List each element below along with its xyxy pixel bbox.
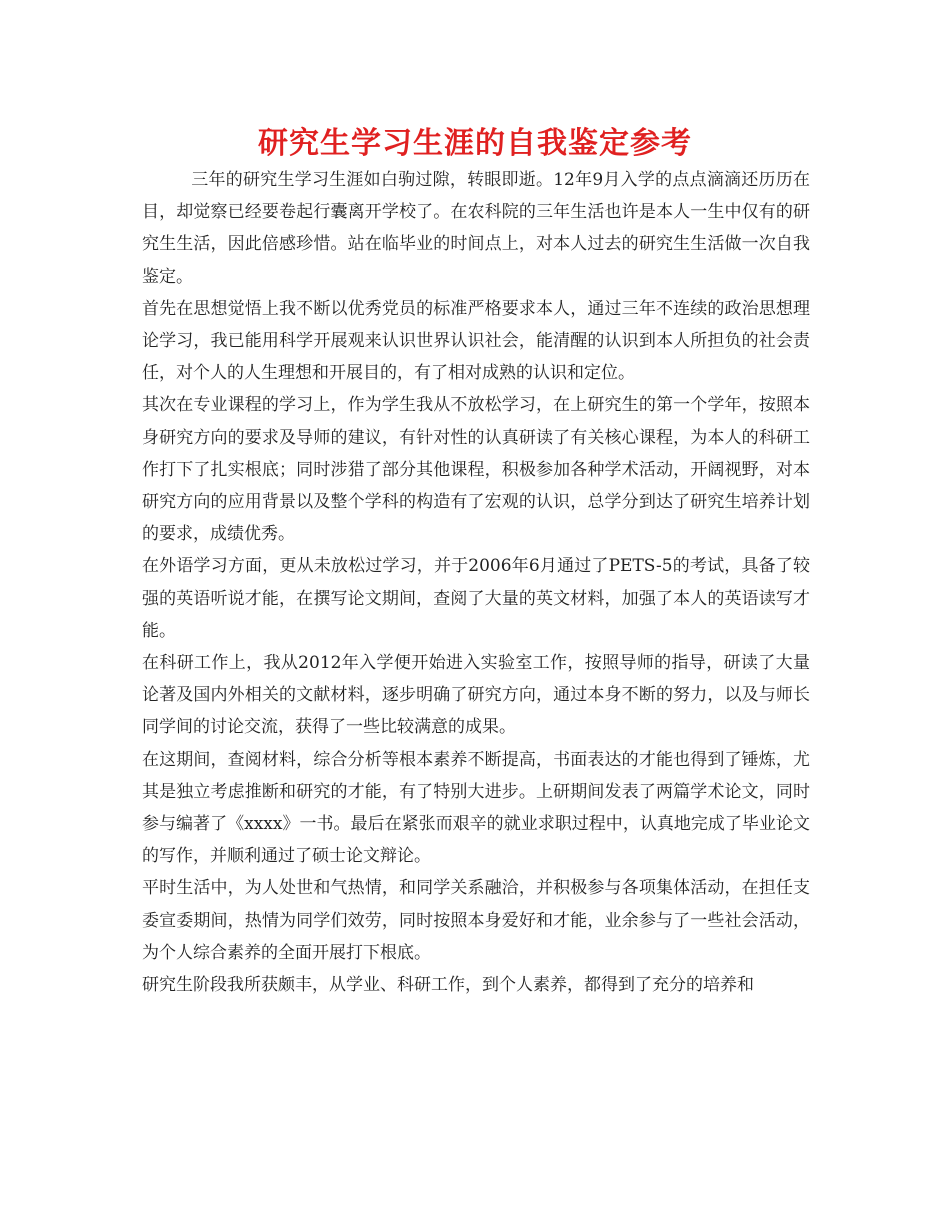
document-body: [142, 164, 810, 1001]
paragraph-coursework: 其次在专业课程的学习上，作为学生我从不放松学习，在上研究生的第一个学年，按照本身研究方向的要求及导师的建议，有针对性的认真研读了有关核心课程，为本人的科研工作打下了扎实根底；同时涉猎了部分其他课程，积极参加各种学术活动，开阔视野，对本研究方向的应用背景以及整个学科的构造有了宏观的认识，总学分到达了研究生培养计划的要求，成绩优秀。: [142, 395, 810, 545]
paragraph-daily-life: 平时生活中，为人处世和气热情，和同学关系融洽，并积极参与各项集体活动，在担任支委宣委期间，热情为同学们效劳，同时按照本身爱好和才能，业余参与了一些社会活动，为个人综合素养的全面开展打下根底。: [142, 878, 810, 963]
document-title: 研究生学习生涯的自我鉴定参考: [258, 126, 692, 161]
paragraph-ideology: 首先在思想觉悟上我不断以优秀党员的标准严格要求本人，通过三年不连续的政治思想理论学习，我已能用科学开展观来认识世界认识社会，能清醒的认识到本人所担负的社会责任，对个人的人生理想和开展目的，有了相对成熟的认识和定位。: [142, 298, 810, 384]
paragraph-research: 在科研工作上，我从2012年入学便开始进入实验室工作，按照导师的指导，研读了大量论著及国内外相关的文献材料，逐步明确了研究方向，通过本身不断的努力，以及与师长同学间的讨论交流，获得了一些比较满意的成果。: [142, 653, 810, 738]
paragraph-foreign-language: 在外语学习方面，更从未放松过学习，并于2006年6月通过了PETS-5的考试，具备了较强的英语听说才能，在撰写论文期间，查阅了大量的英文材料，加强了本人的英语读写才能。: [142, 556, 810, 641]
paragraph-skills: 在这期间，查阅材料，综合分析等根本素养不断提高，书面表达的才能也得到了锤炼，尤其是独立考虑推断和研究的才能，有了特别大进步。上研期间发表了两篇学术论文，同时参与编著了《xxxx》一书。最后在紧张而艰辛的就业求职过程中，认真地完成了毕业论文的写作，并顺利通过了硕士论文辩论。: [142, 749, 810, 867]
paragraph-summary: 研究生阶段我所获颇丰，从学业、科研工作，到个人素养，都得到了充分的培养和: [142, 975, 754, 996]
paragraph-intro: 三年的研究生学习生涯如白驹过隙，转眼即逝。12年9月入学的点点滴滴还历历在目，却觉察已经要卷起行囊离开学校了。在农科院的三年生活也许是本人一生中仅有的研究生生活，因此倍感珍惜。站在临毕业的时间点上，对本人过去的研究生生活做一次自我鉴定。: [142, 170, 810, 287]
